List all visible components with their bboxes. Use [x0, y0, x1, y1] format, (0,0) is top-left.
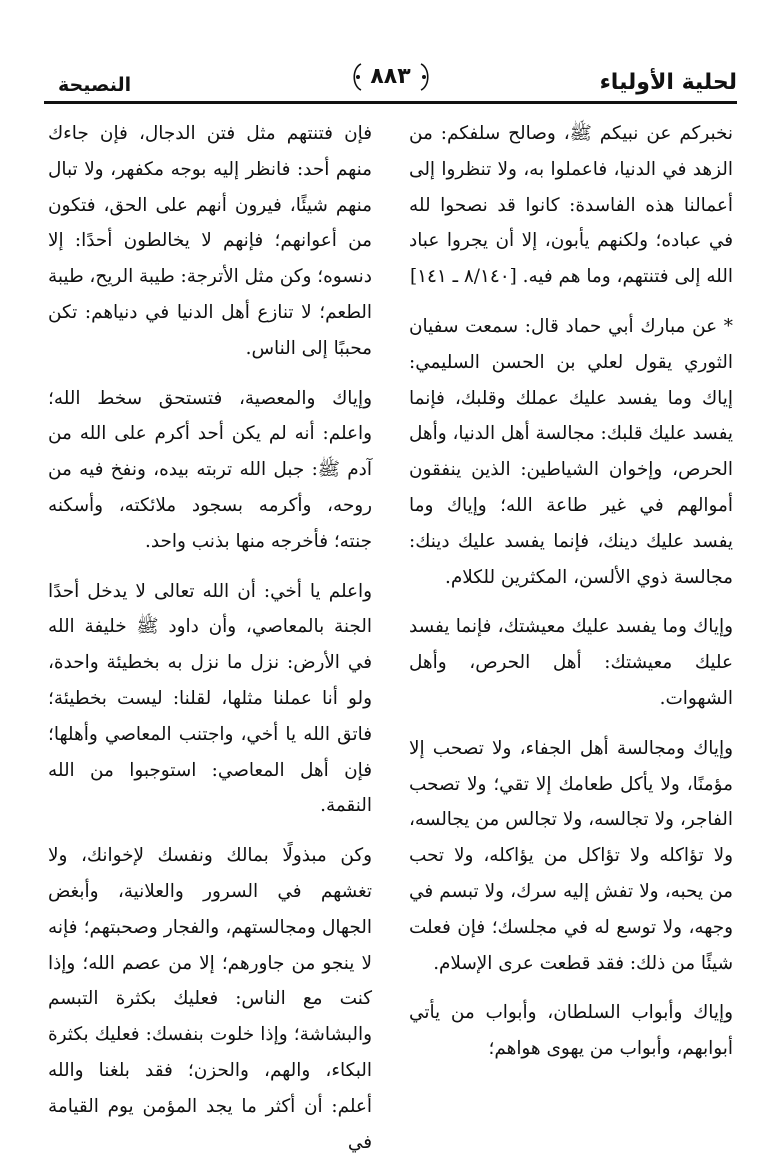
paragraph: وكن مبذولًا بمالك ونفسك لإخوانك، ولا تغشهم في السرور والعلانية، وأبغض الجهال ومجالستهم، والفجار وصحبتهم؛ فإنه لا ينجو من جاورهم؛ إلا من عصم الله؛ وإذا كنت مع الناس: فعليك بكثرة التبسم والبشاشة؛ وإذا خلوت بنفسك: فعليك بكثرة البكاء، والهم، والحزن؛ فقد بلغنا والله أعلم: أن أكثر ما يجد المؤمن يوم القيامة في: [48, 845, 372, 1153]
paragraph: فإن فتنتهم مثل فتن الدجال، فإن جاءك منهم أحد: فانظر إليه بوجه مكفهر، ولا تبال منهم شيئًا، فيرون أنهم على الحق، فتكون من أعوانهم؛ فإنهم لا يخالطون أحدًا: إلا دنسوه؛ وكن مثل الأترجة: طيبة الريح، طيبة الطعم؛ لا تنازع أهل الدنيا في دنياهم: تكن محببًا إلى الناس.: [47, 123, 372, 359]
paragraph: * عن مبارك أبي حماد قال: سمعت سفيان الثوري يقول لعلي بن الحسن السليمي: إياك وما يفسد عليك عملك وقلبك، فإنما يفسد عليك قلبك: مجالسة أهل الدنيا، وأهل الحرص، وإخوان الشياطين: الذين ينفقون أموالهم في غير طاعة الله؛ وإياك وما يفسد عليك دينك، فإنما يفسد عليك دينك: مجالسة ذوي الألسن، المكثرين للكلام.: [409, 315, 733, 588]
book-title: لحلية الأولياء: [599, 70, 737, 95]
paragraph: وإياك وأبواب السلطان، وأبواب من يأتي أبوابهم، وأبواب من يهوى هواهم؛: [409, 1002, 733, 1060]
paragraph: وإياك والمعصية، فتستحق سخط الله؛ واعلم: أنه لم يكن أحد أكرم على الله من آدم ﷺ: جبل الله تربته بيده، ونفخ فيه من روحه، وأكرمه بسجود ملائكته، وأسكنه جنته؛ فأخرجه منها بذنب واحد.: [48, 387, 372, 552]
paragraph: واعلم يا أخي: أن الله تعالى لا يدخل أحدًا الجنة بالمعاصي، وأن داود ﷺ خليفة الله في الأرض: نزل ما نزل به بخطيئة واحدة، ولو أنا عملنا مثلها، لقلنا: ليست بخطيئة؛ فاتق الله يا أخي، واجتنب المعاصي وأهلها؛ فإن أهل المعاصي: استوجبوا من الله النقمة.: [48, 580, 372, 817]
paragraph: نخبركم عن نبيكم ﷺ، وصالح سلفكم: من الزهد في الدنيا، فاعملوا به، ولا تنظروا إلى أعمالنا هذه الفاسدة: كانوا قد نصحوا لله في عباده؛ ولكنهم يأبون، إلا أن يجروا عباد الله إلى فتنتهم، وما هم فيه. [٨/١٤٠ ـ ١٤١]: [409, 123, 733, 288]
page-header: [44, 60, 737, 100]
ornament-left-icon: [349, 62, 363, 92]
right-column: [409, 116, 733, 1081]
header-divider: [44, 101, 737, 104]
section-title: النصيحة: [58, 74, 132, 96]
paragraph: وإياك ومجالسة أهل الجفاء، ولا تصحب إلا مؤمنًا، ولا يأكل طعامك إلا تقي؛ ولا تصحب الفاجر، ولا تجالسه، ولا تجالس من يجالسه، ولا تؤاكله ولا تؤاكل من يؤاكله، ولا تحب من يحبه، ولا تفش إليه سرك، ولا تبسم في وجهه، ولا توسع له في مجلسك؛ فإن فعلت شيئًا من ذلك: فقد قطعت عرى الإسلام.: [409, 737, 733, 974]
page-number-frame: [349, 60, 433, 96]
ornament-right-icon: [419, 62, 433, 92]
page-number: ٨٨٣: [370, 64, 411, 89]
paragraph: وإياك وما يفسد عليك معيشتك، فإنما يفسد عليك معيشتك: أهل الحرص، وأهل الشهوات.: [409, 616, 733, 709]
left-column: [48, 116, 372, 1174]
